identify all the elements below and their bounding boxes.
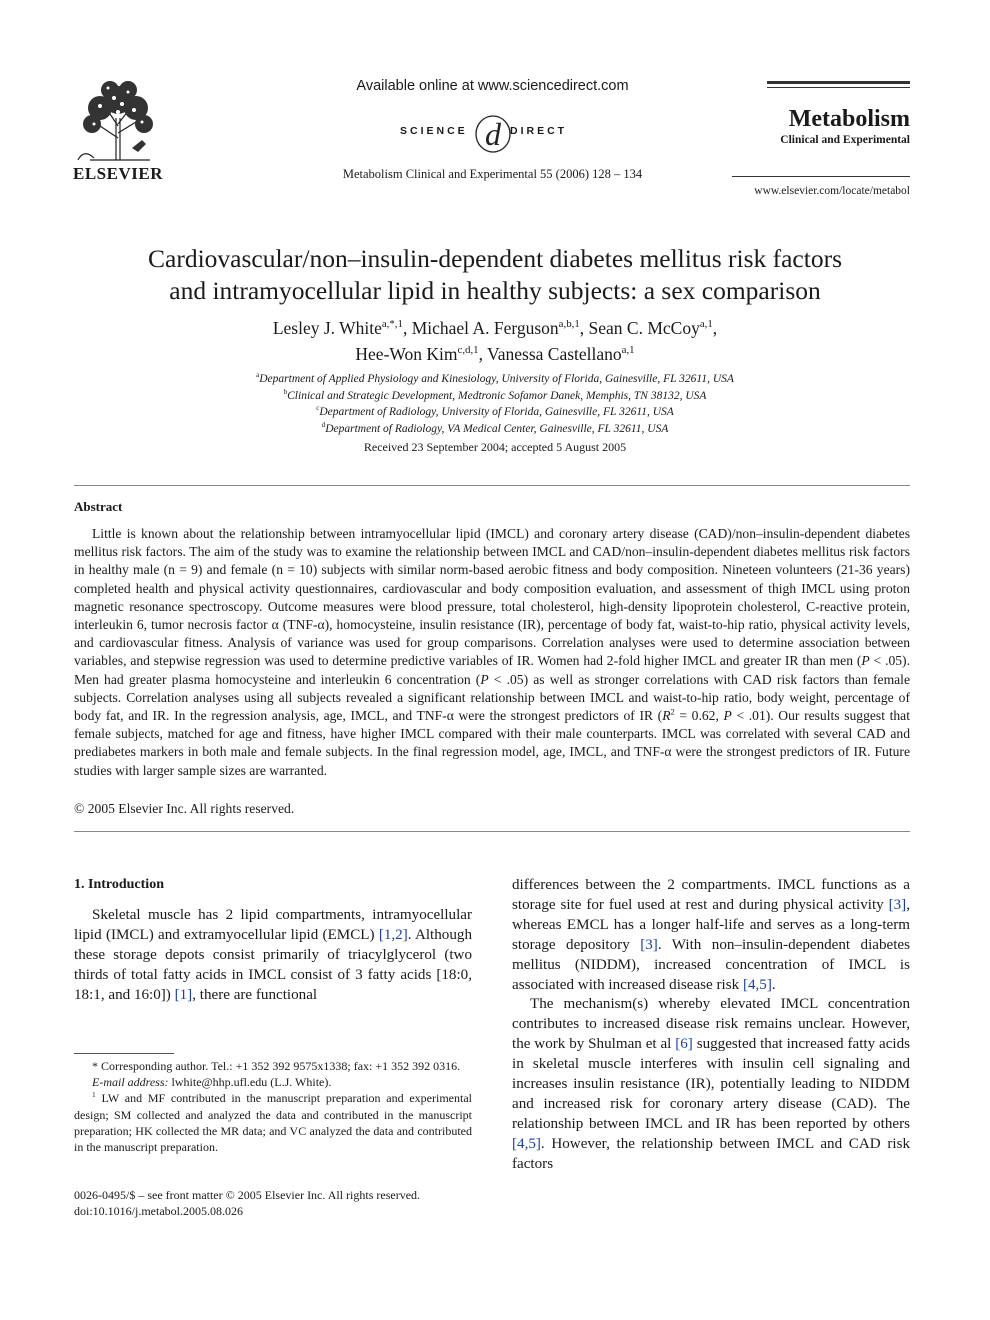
body-paragraph bbox=[512, 995, 910, 1174]
footnote-email bbox=[74, 1074, 472, 1090]
journal-rule-top bbox=[767, 81, 910, 84]
abstract-body bbox=[74, 525, 910, 780]
affiliation-marker: c bbox=[316, 404, 320, 413]
author-separator: , bbox=[712, 318, 718, 338]
affiliation-item bbox=[60, 404, 930, 421]
sciencedirect-logo bbox=[400, 112, 585, 156]
author-line-2 bbox=[60, 341, 930, 367]
abstract-text-part: < .05). Men had greater plasma homocysteine and interleukin 6 concentration ( bbox=[74, 653, 910, 687]
footnotes bbox=[74, 1058, 472, 1155]
affiliation-item bbox=[60, 421, 930, 438]
citation-link[interactable]: [3] bbox=[640, 936, 658, 953]
body-text: The mechanism(s) whereby elevated IMCL concentration contributes to increased disease risk remains unclear. However, the work by Shulman et al bbox=[512, 996, 910, 1053]
author-affiliation-marker[interactable]: a,b,1 bbox=[558, 318, 580, 331]
article-title-line1: Cardiovascular/non–insulin-dependent diabetes mellitus risk factors bbox=[148, 244, 842, 273]
abstract-paragraph bbox=[74, 525, 910, 780]
author-affiliation-marker[interactable]: a,1 bbox=[699, 318, 713, 331]
author-name[interactable]: Sean C. McCoy bbox=[588, 318, 700, 338]
affiliation-text: Clinical and Strategic Development, Medtronic Sofamor Danek, Memphis, TN 38132, USA bbox=[287, 389, 707, 402]
abstract-text-part: < .05) as well as stronger correlations with CAD risk factors than female subjects. Correlation analyses using all subjects revealed a significant relationship between IMCL and waist-to-hip ratio, body weight, percentage of body fat, and IR. In the regression analysis, age, IMCL, and TNF-α were the strongest predictors of IR ( bbox=[74, 671, 910, 724]
body-text: suggested that increased fatty acids in skeletal muscle interferes with insulin cell signaling and increases insulin resistance (IR), potentially leading to NIDDM and increased risk for coronary artery disease (CAD). The relationship between IMCL and IR has been reported by others bbox=[512, 1036, 911, 1132]
elsevier-tree-icon bbox=[70, 78, 166, 162]
affiliation-text: Department of Radiology, University of Florida, Gainesville, FL 32611, USA bbox=[319, 406, 674, 418]
citation-link[interactable]: [4,5] bbox=[742, 976, 772, 993]
body-text: , there are functional bbox=[192, 986, 318, 1003]
author-separator: , bbox=[478, 344, 488, 364]
citation-link[interactable]: [1] bbox=[174, 986, 193, 1003]
body-text: . bbox=[771, 976, 776, 993]
journal-rule-bottom bbox=[732, 176, 910, 177]
author-name[interactable]: Lesley J. White bbox=[272, 318, 382, 338]
article-title bbox=[60, 243, 930, 307]
citation-link[interactable]: [3] bbox=[888, 896, 907, 913]
abstract-top-divider bbox=[74, 485, 910, 486]
section-heading-introduction: 1. Introduction bbox=[74, 877, 164, 892]
abstract-superscript: 2 bbox=[670, 706, 675, 717]
author-name[interactable]: Vanessa Castellano bbox=[487, 344, 622, 364]
article-title-line2: and intramyocellular lipid in healthy subjects: a sex comparison bbox=[169, 276, 821, 305]
abstract-text-part: Little is known about the relationship between intramyocellular lipid (IMCL) and coronary artery disease (CAD)/non–insulin-dependent diabetes mellitus risk factors. The aim of the study was to examine the relationship between IMCL and CAD/non–insulin-dependent diabetes mellitus risk factors in healthy male (n = 9) and female (n = 10) subjects with similar norm-based aerobic fitness and body composition. Nineteen volunteers (21-36 years) completed health and physical activity questionnaires, cardiovascular and body composition evaluation, and assessment of thigh IMCL using proton magnetic resonance spectroscopy. Outcome measures were blood pressure, total cholesterol, high-density lipoprotein cholesterol, C-reactive protein, interleukin 6, tumor necrosis factor α (TNF-α), homocysteine, insulin resistance (IR), percentage of body fat, waist-to-hip ratio, physical activity levels, and cardiovascular fitness. Analysis of variance was used for group comparisons. Correlation analyses were used to determine association between variables, and stepwise regression was used to determine predictive variables of IR. Women had 2-fold higher IMCL and greater IR than men ( bbox=[74, 526, 910, 669]
footnote-contributions bbox=[74, 1090, 472, 1155]
sciencedirect-logo-left: SCIENCE bbox=[400, 125, 468, 137]
body-text: . Although these storage depots consist primarily of triacylglycerol (two thirds of total fatty acids in IMCL consist of 3 fatty acids [18:0, 18:1, and 16:0]) bbox=[74, 926, 472, 1003]
footnote-divider bbox=[74, 1053, 174, 1054]
author-name[interactable]: Hee-Won Kim bbox=[355, 344, 458, 364]
affiliation-text: Department of Applied Physiology and Kinesiology, University of Florida, Gainesville, FL 32611, USA bbox=[259, 373, 734, 385]
affiliation-item bbox=[60, 371, 930, 388]
citation-link[interactable]: [4,5] bbox=[512, 1135, 541, 1152]
affiliation-list bbox=[60, 371, 930, 437]
publisher-logo bbox=[70, 78, 166, 182]
abstract-copyright: © 2005 Elsevier Inc. All rights reserved. bbox=[74, 801, 295, 816]
author-affiliation-marker[interactable]: c,d,1 bbox=[457, 344, 479, 357]
available-online-text: Available online at www.sciencedirect.com bbox=[356, 78, 629, 94]
author-separator: , bbox=[579, 318, 589, 338]
author-list bbox=[60, 315, 930, 367]
journal-rule-top-thin bbox=[767, 87, 910, 88]
author-name[interactable]: Michael A. Ferguson bbox=[411, 318, 559, 338]
affiliation-text: Department of Radiology, VA Medical Center, Gainesville, FL 32611, USA bbox=[325, 422, 669, 435]
abstract-italic-r: R bbox=[662, 708, 671, 724]
affiliation-marker: b bbox=[283, 387, 288, 396]
article-identifiers bbox=[74, 1187, 472, 1220]
abstract-text-part: < .01). Our results suggest that female subjects, matched for age and fitness, have higher IMCL compared with their male counterparts. IMCL was correlated with several CAD and prediabetes markers in both male and female subjects. In the final regression model, age, IMCL, and TNF-α were the strongest predictors of IR. Future studies with larger sample sizes are warranted. bbox=[74, 708, 910, 778]
abstract-italic-p: P bbox=[480, 671, 489, 687]
body-text: differences between the 2 compartments. IMCL functions as a storage site for fuel used at rest and during physical activity bbox=[512, 877, 910, 913]
affiliation-marker: a bbox=[256, 371, 260, 380]
abstract-text-part: = 0.62, bbox=[674, 708, 724, 724]
sciencedirect-logo-right: DIRECT bbox=[510, 125, 568, 137]
footnote-corresponding-author: * Corresponding author. Tel.: +1 352 392 9575x1338; fax: +1 352 392 0316. bbox=[92, 1059, 461, 1073]
journal-subtitle: Clinical and Experimental bbox=[780, 134, 910, 146]
body-text: , whereas EMCL has a longer half-life and serves as a long-term storage depository bbox=[512, 896, 910, 953]
abstract-heading: Abstract bbox=[74, 499, 123, 514]
affiliation-item bbox=[60, 388, 930, 405]
journal-name: Metabolism bbox=[788, 106, 910, 132]
author-separator: , bbox=[402, 318, 412, 338]
journal-reference: Metabolism Clinical and Experimental 55 (2006) 128 – 134 bbox=[342, 167, 643, 181]
author-affiliation-marker[interactable]: a,1 bbox=[621, 344, 635, 357]
footnote-text: LW and MF contributed in the manuscript preparation and experimental design; SM collected and analyzed the data and contributed in the manuscript preparation; HK collected the MR data; and VC analyzed the data and contributed in the manuscript preparation. bbox=[74, 1091, 472, 1155]
body-paragraph bbox=[74, 906, 472, 1006]
author-line-1 bbox=[60, 315, 930, 341]
email-address-link[interactable]: lwhite@hhp.ufl.edu (L.J. White). bbox=[168, 1075, 332, 1090]
abstract-italic-p: P bbox=[861, 653, 870, 669]
sciencedirect-d-icon bbox=[473, 112, 513, 156]
affiliation-marker: d bbox=[321, 420, 326, 429]
citation-link[interactable]: [6] bbox=[675, 1036, 693, 1053]
received-dates: Received 23 September 2004; accepted 5 August 2005 bbox=[363, 440, 627, 454]
body-text: . With non–insulin-dependent diabetes mellitus (NIDDM), increased concentration of IMCL is associated with increased disease risk bbox=[512, 936, 911, 993]
issn-line: 0026-0495/$ – see front matter © 2005 Elsevier Inc. All rights reserved. bbox=[74, 1188, 421, 1202]
email-label: E-mail address: bbox=[92, 1075, 169, 1090]
abstract-bottom-divider bbox=[74, 831, 910, 832]
body-text: Skeletal muscle has 2 lipid compartments, intramyocellular lipid (IMCL) and extramyocellular lipid (EMCL) bbox=[74, 907, 472, 943]
sciencedirect-d-glyph: d bbox=[485, 116, 501, 152]
body-paragraph bbox=[512, 876, 910, 995]
publisher-name: ELSEVIER bbox=[73, 164, 163, 183]
citation-link[interactable]: [1,2] bbox=[378, 926, 408, 943]
body-column-right bbox=[512, 876, 910, 1175]
abstract-italic-p: P bbox=[723, 708, 732, 724]
body-text: . However, the relationship between IMCL and CAD risk factors bbox=[512, 1135, 910, 1172]
footnote-marker: 1 bbox=[92, 1090, 96, 1100]
author-affiliation-marker[interactable]: a,*,1 bbox=[381, 318, 403, 331]
body-column-left bbox=[74, 906, 472, 1006]
journal-url-link[interactable]: www.elsevier.com/locate/metabol bbox=[754, 185, 910, 197]
doi-link[interactable]: doi:10.1016/j.metabol.2005.08.026 bbox=[74, 1204, 243, 1219]
